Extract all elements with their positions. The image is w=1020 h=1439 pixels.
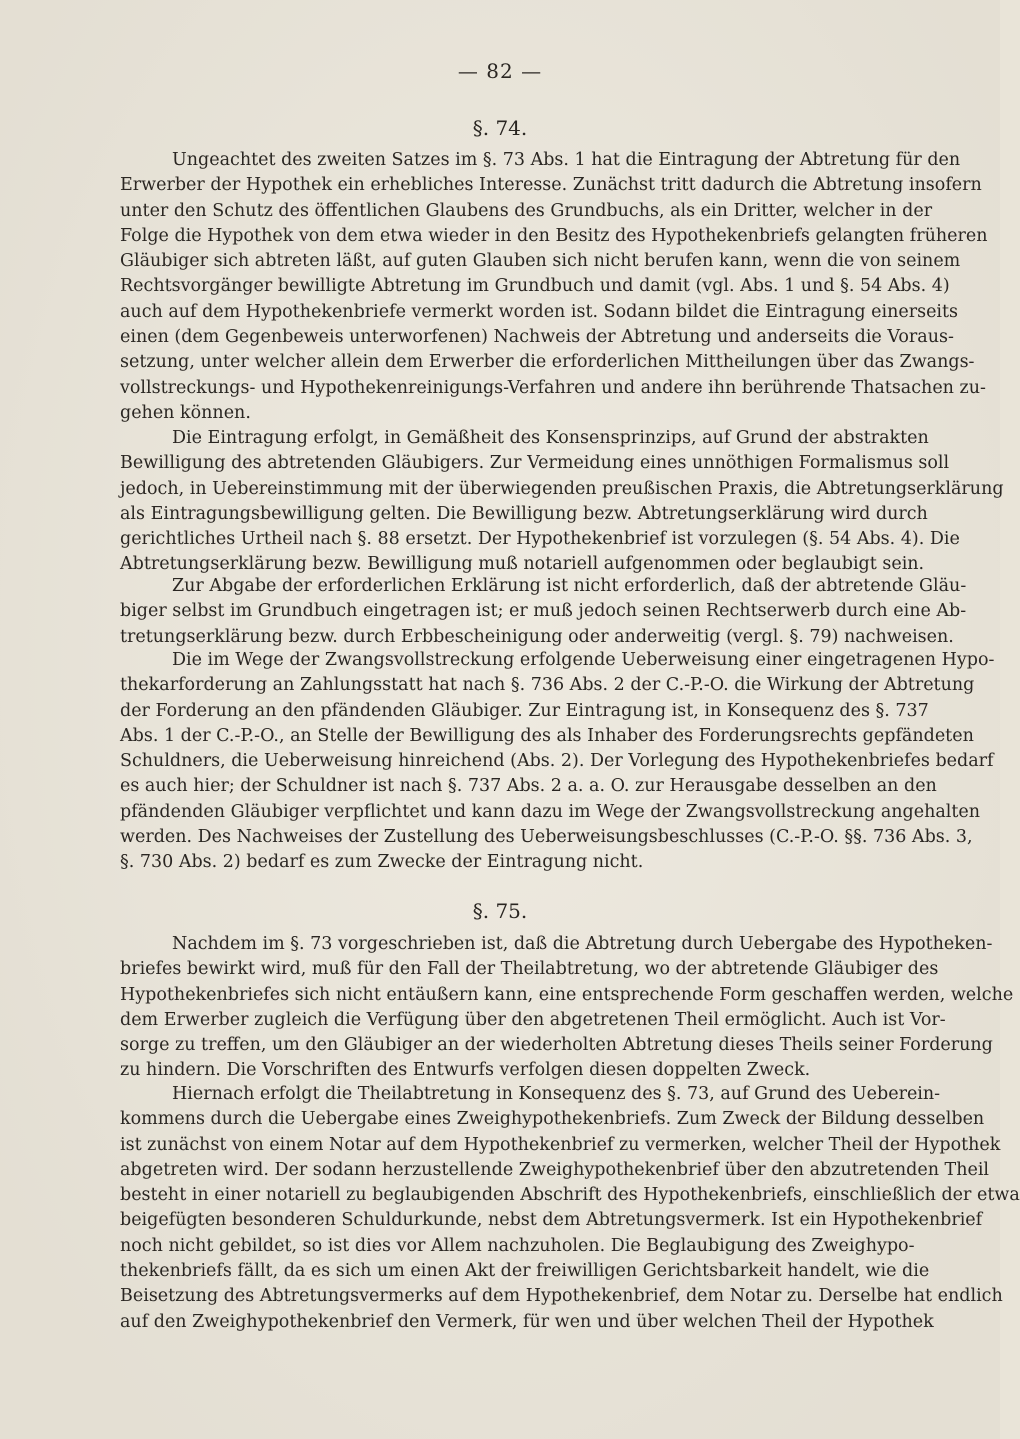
text-line: zu hindern. Die Vorschriften des Entwurfs verfolgen diesen doppelten Zweck. (120, 1060, 811, 1081)
text-line: vollstreckungs- und Hypothekenreinigungs-Verfahren und andere ihn berührende Thatsachen zu- (120, 377, 986, 398)
text-line: Nachdem im §. 73 vorgeschrieben ist, daß die Abtretung durch Uebergabe des Hypotheken- (172, 934, 993, 954)
text-line: Ungeachtet des zweiten Satzes im §. 73 Abs. 1 hat die Eintragung der Abtretung für den (172, 150, 961, 170)
text-line: dem Erwerber zugleich die Verfügung über den abgetretenen Theil ermöglicht. Auch ist Vor- (120, 1009, 946, 1030)
text-line: Abs. 1 der C.-P.-O., an Stelle der Bewilligung des als Inhaber des Forderungsrechts gepfändeten (120, 725, 974, 746)
text-line: unter den Schutz des öffentlichen Glaubens des Grundbuchs, als ein Dritter, welcher in der (120, 200, 933, 221)
text-line: Hiernach erfolgt die Theilabtretung in Konsequenz des §. 73, auf Grund des Ueberein- (172, 1084, 941, 1104)
text-line: Bewilligung des abtretenden Gläubigers. Zur Vermeidung eines unnöthigen Formalismus soll (120, 453, 950, 474)
text-line: sorge zu treffen, um den Gläubiger an der wiederholten Abtretung dieses Theils seiner Forderung (120, 1035, 993, 1056)
section-heading: §. 74. (472, 116, 528, 140)
text-line: thekenbriefs fällt, da es sich um einen Akt der freiwilligen Gerichtsbarkeit handelt, wie die (120, 1261, 930, 1282)
text-line: Zur Abgabe der erforderlichen Erklärung ist nicht erforderlich, daß der abtretende Gläu- (172, 576, 967, 596)
page-number: — 82 — (457, 59, 543, 83)
text-line: der Forderung an den pfändenden Gläubiger. Zur Eintragung ist, in Konsequenz des §. 737 (120, 700, 929, 721)
text-line: Schuldners, die Ueberweisung hinreichend (Abs. 2). Der Vorlegung des Hypothekenbriefes bedarf (120, 751, 994, 772)
text-line: Hypothekenbriefes sich nicht entäußern kann, eine entsprechende Form geschaffen werden, welche (120, 984, 1014, 1005)
text-line: Rechtsvorgänger bewilligte Abtretung im Grundbuch und damit (vgl. Abs. 1 und §. 54 Abs. 4) (120, 276, 950, 297)
text-line: jedoch, in Uebereinstimmung mit der überwiegenden preußischen Praxis, die Abtretungserklärung (120, 478, 1004, 499)
text-line: Folge die Hypothek von dem etwa wieder in den Besitz des Hypothekenbriefs gelangten früheren (120, 225, 988, 246)
text-line: Die im Wege der Zwangsvollstreckung erfolgende Ueberweisung einer eingetragenen Hypo- (172, 650, 995, 670)
section-heading: §. 75. (472, 899, 528, 923)
text-line: werden. Des Nachweises der Zustellung des Ueberweisungsbeschlusses (C.-P.-O. §§. 736 Abs. 3, (120, 827, 973, 848)
text-line: Erwerber der Hypothek ein erhebliches Interesse. Zunächst tritt dadurch die Abtretung insofern (120, 175, 982, 196)
text-line: pfändenden Gläubiger verpflichtet und kann dazu im Wege der Zwangsvollstreckung angehalten (120, 801, 981, 822)
paragraph (120, 426, 1004, 578)
text-line: biger selbst im Grundbuch eingetragen ist; er muß jedoch seinen Rechtserwerb durch eine Ab- (120, 601, 967, 622)
text-line: thekarforderung an Zahlungsstatt hat nach §. 736 Abs. 2 der C.-P.-O. die Wirkung der Abtretung (120, 675, 975, 696)
text-line: tretungserklärung bezw. durch Erbbescheinigung oder anderweitig (vergl. §. 79) nachweisen. (120, 626, 954, 647)
text-line: als Eintragungsbewilligung gelten. Die Bewilligung bezw. Abtretungserklärung wird durch (120, 503, 928, 524)
text-line: setzung, unter welcher allein dem Erwerber die erforderlichen Mittheilungen über das Zwangs- (120, 352, 975, 373)
paragraph (120, 932, 1014, 1084)
paragraph (120, 574, 967, 650)
text-line: noch nicht gebildet, so ist dies vor Allem nachzuholen. Die Beglaubigung des Zweighypo- (120, 1235, 915, 1256)
text-line: Abtretungserklärung bezw. Bewilligung muß notariell aufgenommen oder beglaubigt sein. (120, 554, 925, 575)
text-line: Gläubiger sich abtreten läßt, auf guten Glauben sich nicht berufen kann, wenn die von seinem (120, 251, 961, 272)
paragraph (120, 648, 995, 876)
paragraph (120, 148, 988, 426)
text-line: abgetreten wird. Der sodann herzustellende Zweighypothekenbrief über den abzutretenden Theil (120, 1159, 990, 1180)
text-line: kommens durch die Uebergabe eines Zweighypothekenbriefs. Zum Zweck der Bildung desselben (120, 1109, 985, 1130)
text-line: einen (dem Gegenbeweis unterworfenen) Nachweis der Abtretung und anderseits die Voraus- (120, 327, 954, 348)
text-line: gehen können. (120, 402, 251, 423)
text-line: briefes bewirkt wird, muß für den Fall der Theilabtretung, wo der abtretende Gläubiger des (120, 959, 939, 980)
text-line: beigefügten besonderen Schuldurkunde, nebst dem Abtretungsvermerk. Ist ein Hypothekenbrief (120, 1210, 983, 1231)
text-line: §. 730 Abs. 2) bedarf es zum Zwecke der Eintragung nicht. (120, 852, 644, 873)
text-line: Beisetzung des Abtretungsvermerks auf dem Hypothekenbrief, dem Notar zu. Derselbe hat endlich (120, 1286, 1003, 1307)
text-line: auf den Zweighypothekenbrief den Vermerk, für wen und über welchen Theil der Hypothek (120, 1311, 934, 1332)
text-line: gerichtliches Urtheil nach §. 88 ersetzt. Der Hypothekenbrief ist vorzulegen (§. 54 Abs. 4). Die (120, 529, 960, 550)
text-line: auch auf dem Hypothekenbriefe vermerkt worden ist. Sodann bildet die Eintragung einerseits (120, 301, 959, 322)
text-line: besteht in einer notariell zu beglaubigenden Abschrift des Hypothekenbriefs, einschließlich der etwa (120, 1185, 1020, 1206)
text-line: Die Eintragung erfolgt, in Gemäßheit des Konsensprinzips, auf Grund der abstrakten (172, 428, 929, 448)
paragraph (120, 1082, 1020, 1335)
text-line: es auch hier; der Schuldner ist nach §. 737 Abs. 2 a. a. O. zur Herausgabe desselben an den (120, 776, 937, 797)
text-line: ist zunächst von einem Notar auf dem Hypothekenbrief zu vermerken, welcher Theil der Hypothek (120, 1134, 1001, 1155)
